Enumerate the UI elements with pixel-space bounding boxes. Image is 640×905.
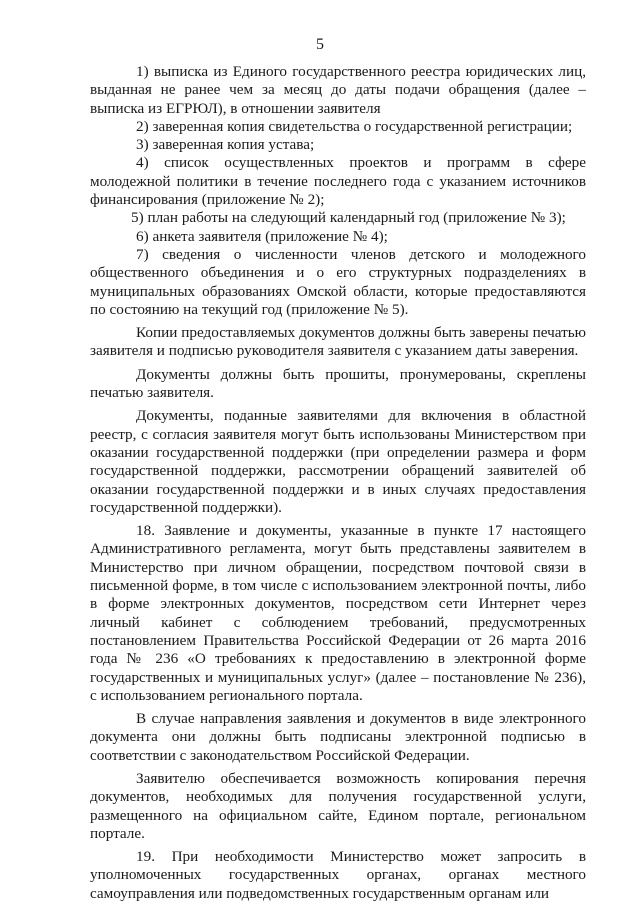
paragraph-clause-19: 19. При необходимости Министерство может запросить в уполномоченных государственных органах, органах местного самоуправления или подведомственных государственным органам или bbox=[90, 848, 586, 902]
paragraph-item-7: 7) сведения о численности членов детского и молодежного общественного объединения и о его структурных подразделениях в муниципальных образованиях Омской области, которые предоставляются по состоянию на текущий год (приложение № 5). bbox=[90, 245, 586, 318]
paragraph-documents-use: Документы, поданные заявителями для включения в областной реестр, с согласия заявителя могут быть использованы Министерством при оказании государственной поддержки (при определении размера и форм государственной поддержки, рассмотрении обращений заявителей об оказании государственной поддержки и в иных случаях предоставления государственной поддержки). bbox=[90, 407, 586, 516]
paragraph-copies-certification: Копии предоставляемых документов должны быть заверены печатью заявителя и подписью руководителя заявителя с указанием даты заверения. bbox=[90, 324, 586, 360]
paragraph-item-6: 6) анкета заявителя (приложение № 4); bbox=[136, 227, 388, 245]
paragraph-item-3: 3) заверенная копия устава; bbox=[136, 136, 315, 154]
paragraph-documents-bound: Документы должны быть прошиты, пронумерованы, скреплены печатью заявителя. bbox=[90, 365, 586, 402]
paragraph-item-4: 4) список осуществленных проектов и программ в сфере молодежной политики в течение последнего года с указанием источников финансирования (приложение № 2); bbox=[90, 154, 586, 209]
paragraph-clause-18: 18. Заявление и документы, указанные в пункте 17 настоящего Административного регламента, могут быть представлены заявителем в Министерство при личном обращении, посредством почтовой связи в письменной форме, в том числе с использованием электронной почты, либо в форме электронных документов, посредством сети Интернет через личный кабинет с соблюдением требований, предусмотренных постановлением Правительства Российской Федерации от 26 марта 2016 года № 236 «О требованиях к предоставлению в электронной форме государственных и муниципальных услуг» (далее – постановление № 236), с использованием регионального портала. bbox=[90, 522, 586, 704]
page-number: 5 bbox=[316, 36, 324, 53]
paragraph-electronic-signature: В случае направления заявления и документов в виде электронного документа они должны быть подписаны электронной подписью в соответствии с законодательством Российской Федерации. bbox=[90, 710, 586, 764]
paragraph-item-5: 5) план работы на следующий календарный год (приложение № 3); bbox=[131, 209, 566, 227]
paragraph-item-1: 1) выписка из Единого государственного реестра юридических лиц, выданная не ранее чем за месяц до даты подачи обращения (далее – выписка из ЕГРЮЛ), в отношении заявителя bbox=[90, 63, 586, 117]
paragraph-item-2: 2) заверенная копия свидетельства о государственной регистрации; bbox=[136, 117, 573, 135]
paragraph-copy-possibility: Заявителю обеспечивается возможность копирования перечня документов, необходимых для получения государственной услуги, размещенного на официальном сайте, Едином портале, региональном портале. bbox=[90, 769, 586, 842]
document-body bbox=[90, 63, 586, 903]
